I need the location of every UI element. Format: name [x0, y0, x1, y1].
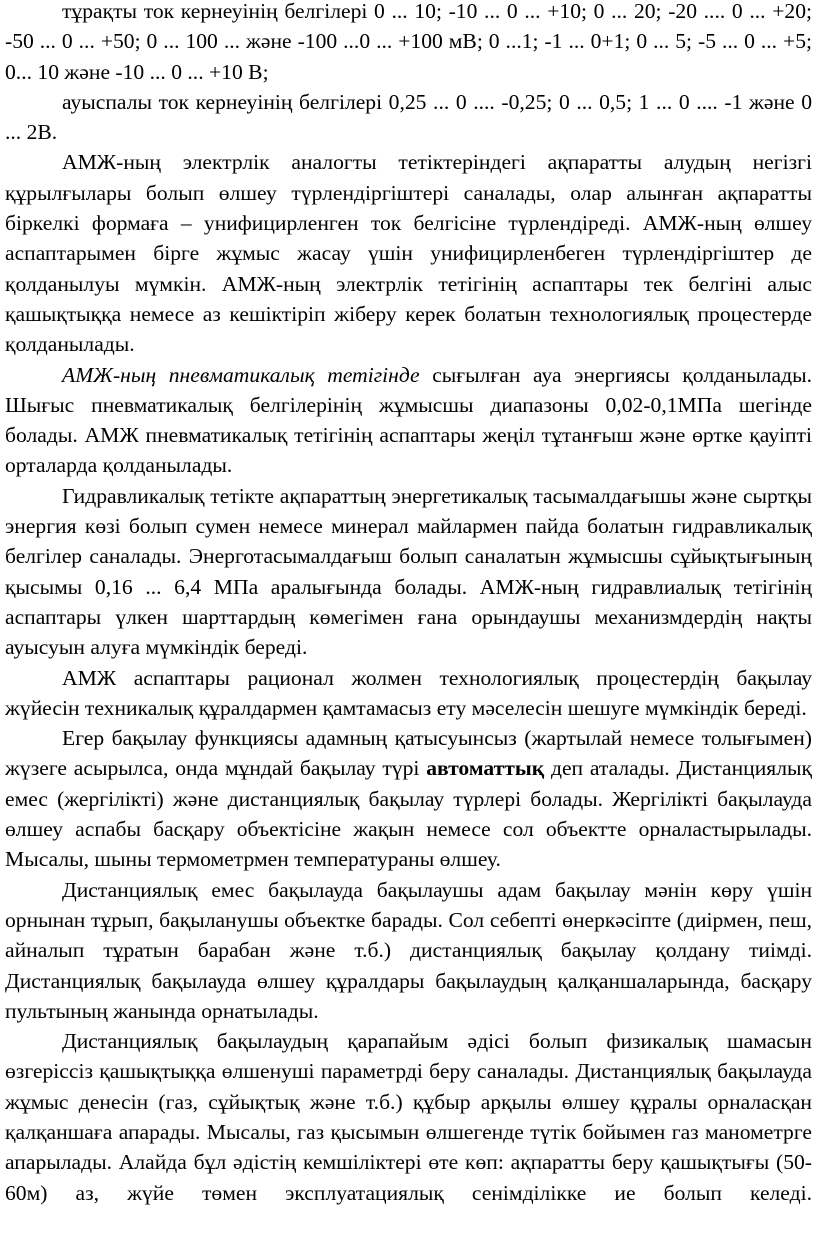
- text-run: Дистанциялық бақылаудың қарапайым әдісі болып физикалық шамасын өзгеріссіз қашықтыққа өлшенуші параметрді беру саналады. Дистанциялық бақылауда жұмыс денесін (газ, сұйықтық және т.б.) құбыр арқылы өлшеу құралы орналасқан қалқаншаға апарады. Мысалы, газ қысымын өлшегенде түтік бойымен газ манометрге апарылады. Алайда бұл әдістің кемшіліктері өте көп: ақпаратты беру қашықтығы (50-60м) аз, жүйе төмен эксплуатациялық сенімділікке ие болып келеді.: [5, 1029, 812, 1205]
- text-run: деп аталады. Дистанциялық емес (жергілікті) және дистанциялық бақылау түрлері болады. Жергілікті бақылауда өлшеу аспабы басқару объектісіне жақын немесе сол объектте орналастырылады. Мысалы, шыны термометрмен температураны өлшеу.: [5, 756, 812, 872]
- text-run: ауыспалы ток кернеуінің белгілері 0,25 ... 0 .... -0,25; 0 ... 0,5; 1 ... 0 .... -1 және 0 ... 2В.: [5, 89, 812, 145]
- text-run: АМЖ-ның электрлік аналогты тетіктеріндегі ақпаратты алудың негізгі құрылғылары болып өлшеу түрлендіргіштері саналады, олар алынған ақпаратты біркелкі формаға – унифицирленген ток белгісіне түрлендіреді. АМЖ-ның өлшеу аспаптарымен бірге жұмыс жасау үшін унифицирленбеген түрлендіргіштер де қолданылуы мүмкін. АМЖ-ның электрлік тетігінің аспаптары тек белгіні алыс қашықтыққа немесе аз кешіктіріп жіберу керек болатын технологиялық процестерде қолданылады.: [5, 150, 812, 357]
- paragraph-dc-voltage-signals: [5, 0, 812, 87]
- document-page: [5, 0, 812, 1208]
- text-run: АМЖ аспаптары рационал жолмен технологиялық процестердің бақылау жүйесін техникалық құралдармен қамтамасыз ету мәселесін шешуге мүмкіндік береді.: [5, 665, 812, 720]
- paragraph-hydraulic: [5, 481, 812, 663]
- text-run: сығылған ауа энергиясы қолданылады. Шығыс пневматикалық белгілерінің жұмысшы диапазоны 0,02-0,1МПа шегінде болады. АМЖ пневматикалық тетігінің аспаптары жеңіл тұтанғыш және өртке қауіпті орталарда қолданылады.: [5, 362, 812, 478]
- italic-term: АМЖ-ның пневматикалық тетігінде: [62, 362, 420, 387]
- paragraph-amzh-devices: [5, 663, 812, 724]
- paragraph-pneumatic: [5, 360, 812, 481]
- paragraph-electric-analog: [5, 147, 812, 359]
- paragraph-distance-control-method: [5, 1026, 812, 1208]
- text-run: Дистанциялық емес бақылауда бақылаушы адам бақылау мәнін көру үшін орнынан тұрып, бақыланушы объектке барады. Сол себепті өнеркәсіпте (диірмен, пеш, айналып тұратын барабан және т.б.) дистанциялық бақылау қолдану тиімді. Дистанциялық бақылауда өлшеу құралдары бақылаудың қалқаншаларында, басқару пультының жанында орнатылады.: [5, 877, 812, 1023]
- paragraph-non-distance-control: [5, 875, 812, 1026]
- text-run: Егер бақылау функциясы адамның қатысуынсыз (жартылай немесе толығымен) жүзеге асырылса, онда мұндай бақылау түрі: [5, 726, 812, 781]
- paragraph-automatic-control: [5, 723, 812, 874]
- bold-term: автоматтық: [426, 756, 545, 781]
- text-run: Гидравликалық тетікте ақпараттың энергетикалық тасымалдағышы және сыртқы энергия көзі болып сумен немесе минерал майлармен пайда болатын гидравликалық белгілер саналады. Энерготасымалдағыш болып саналатын жұмысшы сұйықтығының қысымы 0,16 ... 6,4 МПа аралығында болады. АМЖ-ның гидравлиалық тетігінің аспаптары үлкен шарттардың көмегімен ғана орындаушы механизмдердің нақты ауысуын алуға мүмкіндік береді.: [5, 483, 812, 660]
- text-run: тұрақты ток кернеуінің белгілері 0 ... 10; -10 ... 0 ... +10; 0 ... 20; -20 .... 0 ... +20; -50 ... 0 ... +50; 0 ... 100 ... және -100 ...0 ... +100 мВ; 0 ...1; -1 ... 0+1; 0 ... 5; -5 ... 0 ... +5; 0... 10 және -10 ... 0 ... +10 В;: [5, 0, 812, 84]
- paragraph-ac-voltage-signals: [5, 87, 812, 148]
